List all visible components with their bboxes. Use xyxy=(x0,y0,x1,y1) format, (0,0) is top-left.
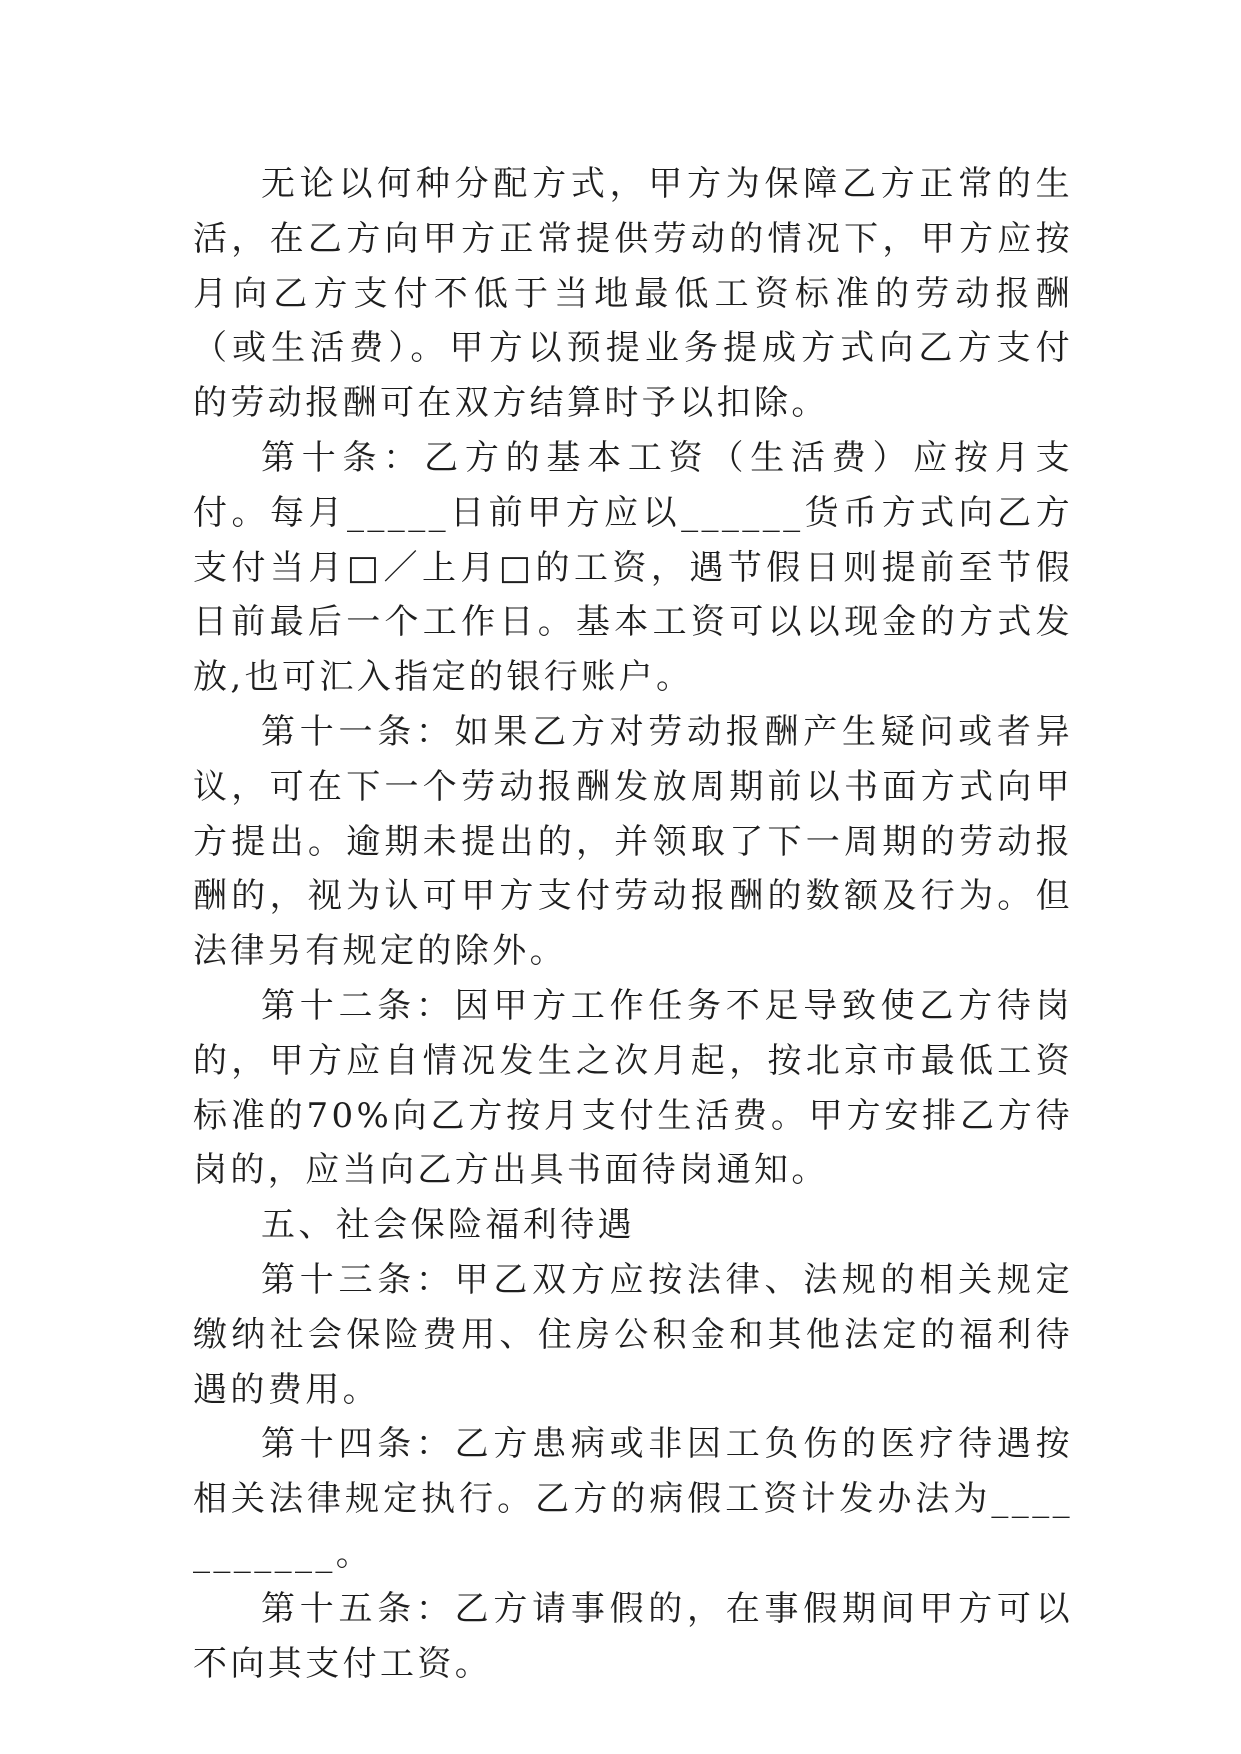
paragraph-article-14: 第十四条：乙方患病或非因工负伤的医疗待遇按相关法律规定执行。乙方的病假工资计发办法为___________。 xyxy=(193,1424,1073,1574)
paragraph-article-11: 第十一条：如果乙方对劳动报酬产生疑问或者异议，可在下一个劳动报酬发放周期前以书面方式向甲方提出。逾期未提出的，并领取了下一周期的劳动报酬的，视为认可甲方支付劳动报酬的数额及行为。但法律另有规定的除外。 xyxy=(193,711,1073,972)
section-heading-social-insurance: 五、社会保险福利待遇 xyxy=(261,1205,635,1246)
paragraph-distribution-method: 无论以何种分配方式，甲方为保障乙方正常的生活，在乙方向甲方正常提供劳动的情况下，甲方应按月向乙方支付不低于当地最低工资标准的劳动报酬（或生活费）。甲方以预提业务提成方式向乙方支付的劳动报酬可在双方结算时予以扣除。 xyxy=(193,164,1073,424)
paragraph-article-13: 第十三条：甲乙双方应按法律、法规的相关规定缴纳社会保险费用、住房公积金和其他法定的福利待遇的费用。 xyxy=(193,1259,1073,1410)
paragraph-article-10: 第十条：乙方的基本工资（生活费）应按月支付。每月_____日前甲方应以______货币方式向乙方支付当月□／上月□的工资，遇节假日则提前至节假日前最后一个工作日。基本工资可以以现金的方式发放,也可汇入指定的银行账户。 xyxy=(193,437,1073,698)
contract-body xyxy=(193,157,1073,1691)
paragraph-article-15: 第十五条：乙方请事假的，在事假期间甲方可以不向其支付工资。 xyxy=(193,1588,1073,1684)
paragraph-article-12: 第十二条：因甲方工作任务不足导致使乙方待岗的，甲方应自情况发生之次月起，按北京市最低工资标准的70%向乙方按月支付生活费。甲方安排乙方待岗的，应当向乙方出具书面待岗通知。 xyxy=(193,985,1073,1191)
